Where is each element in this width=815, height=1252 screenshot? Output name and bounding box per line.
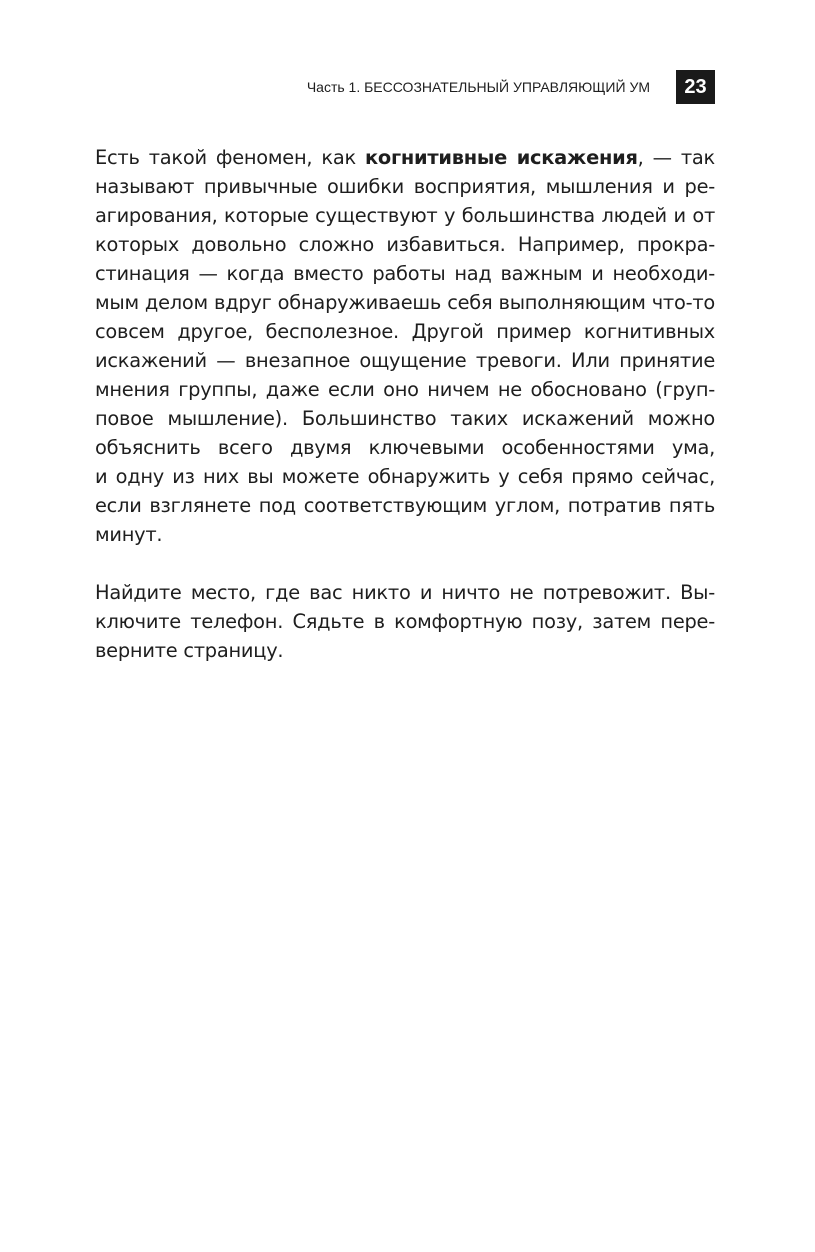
page-number: 23 (676, 70, 715, 104)
text-line: ключите телефон. Сядьте в комфортную позу, затем пере- (95, 610, 715, 633)
text-run: Есть такой феномен, как (95, 146, 366, 169)
bold-term: когнитивные искажения (365, 146, 638, 169)
text-line: которых довольно сложно избавиться. Например, прокра- (95, 233, 715, 256)
text-line: агирования, которые существуют у большинства людей и от (95, 204, 715, 227)
text-line: мнения группы, даже если оно ничем не обосновано (груп- (95, 378, 715, 401)
text-line: и одну из них вы можете обнаружить у себя прямо сейчас, (95, 465, 715, 488)
text-line: верните страницу. (95, 639, 284, 662)
text-line: мым делом вдруг обнаруживаешь себя выполняющим что-то (95, 291, 715, 314)
paragraph-1 (95, 143, 715, 549)
text-line: искажений — внезапное ощущение тревоги. Или принятие (95, 349, 715, 372)
running-title: Часть 1. БЕССОЗНАТЕЛЬНЫЙ УПРАВЛЯЮЩИЙ УМ (306, 79, 650, 95)
text-run: , — так (637, 146, 715, 169)
text-line (95, 143, 715, 172)
text-line: совсем другое, бесполезное. Другой пример когнитивных (95, 320, 715, 343)
text-line: называют привычные ошибки восприятия, мышления и ре- (95, 175, 715, 198)
body-text (95, 143, 715, 665)
text-line: минут. (95, 523, 163, 546)
paragraph-gap (95, 549, 715, 578)
text-line: Найдите место, где вас никто и ничто не потревожит. Вы- (95, 581, 715, 604)
paragraph-2 (95, 578, 715, 665)
text-line: стинация — когда вместо работы над важным и необходи- (95, 262, 715, 285)
running-head (307, 70, 715, 104)
text-line: повое мышление). Большинство таких искажений можно (95, 407, 715, 430)
text-line: объяснить всего двумя ключевыми особенностями ума, (95, 436, 715, 459)
text-line: если взглянете под соответствующим углом, потратив пять (95, 494, 715, 517)
